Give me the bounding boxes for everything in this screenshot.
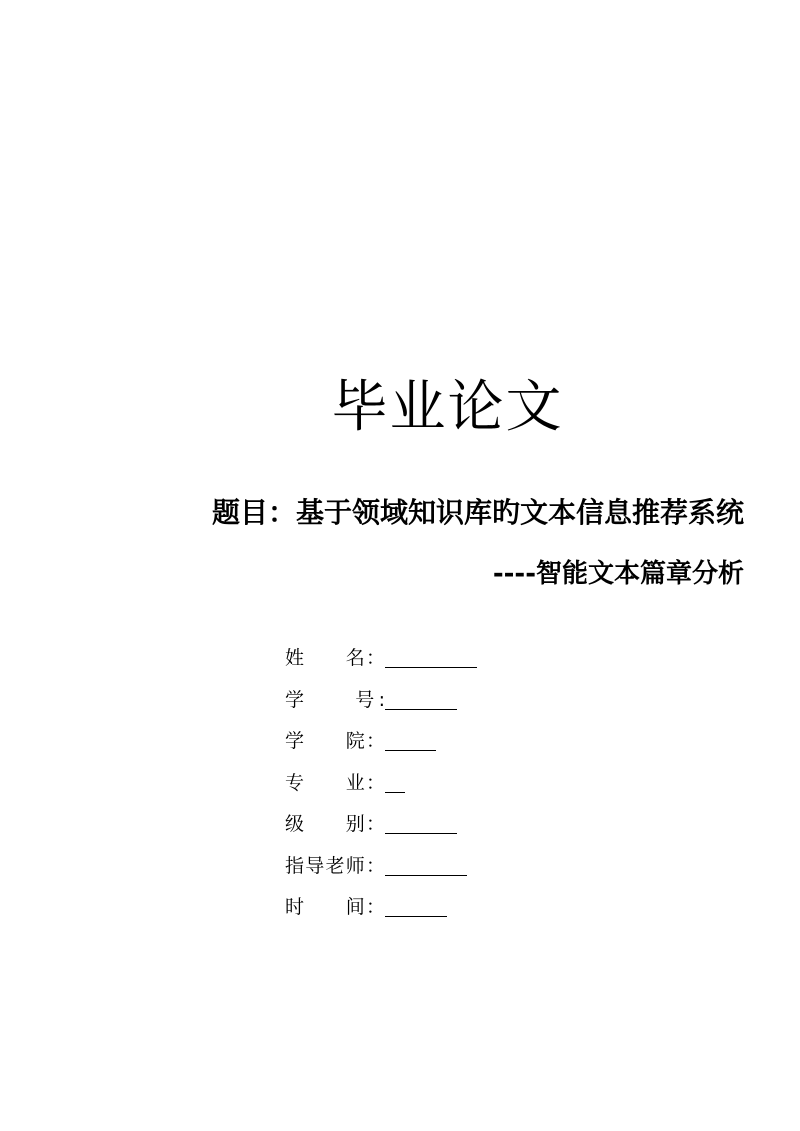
field-college: [285, 719, 585, 761]
field-major: [285, 761, 585, 803]
field-time: [285, 885, 585, 927]
field-label: 学 号:: [285, 688, 385, 711]
thesis-subject: 题目：基于领域知识库旳文本信息推荐系统: [211, 496, 744, 529]
student-id-blank: [385, 687, 457, 710]
thesis-subtitle: ----智能文本篇章分析: [492, 559, 744, 589]
field-name: [285, 636, 585, 678]
field-advisor: [285, 844, 585, 886]
grade-blank: [385, 811, 457, 834]
name-blank: [385, 645, 477, 668]
time-blank: [385, 894, 447, 917]
field-label: 姓 名：: [285, 647, 385, 670]
field-student-id: [285, 678, 585, 720]
college-blank: [385, 728, 436, 751]
field-label: 指导老师：: [285, 854, 385, 877]
field-label: 级 别：: [285, 813, 385, 836]
major-blank: [385, 770, 405, 793]
advisor-blank: [385, 853, 467, 876]
info-fields: [285, 636, 585, 927]
field-label: 专 业：: [285, 771, 385, 794]
main-title: 毕业论文: [331, 375, 564, 440]
field-label: 时 间：: [285, 896, 385, 919]
field-label: 学 院：: [285, 730, 385, 753]
field-grade: [285, 802, 585, 844]
